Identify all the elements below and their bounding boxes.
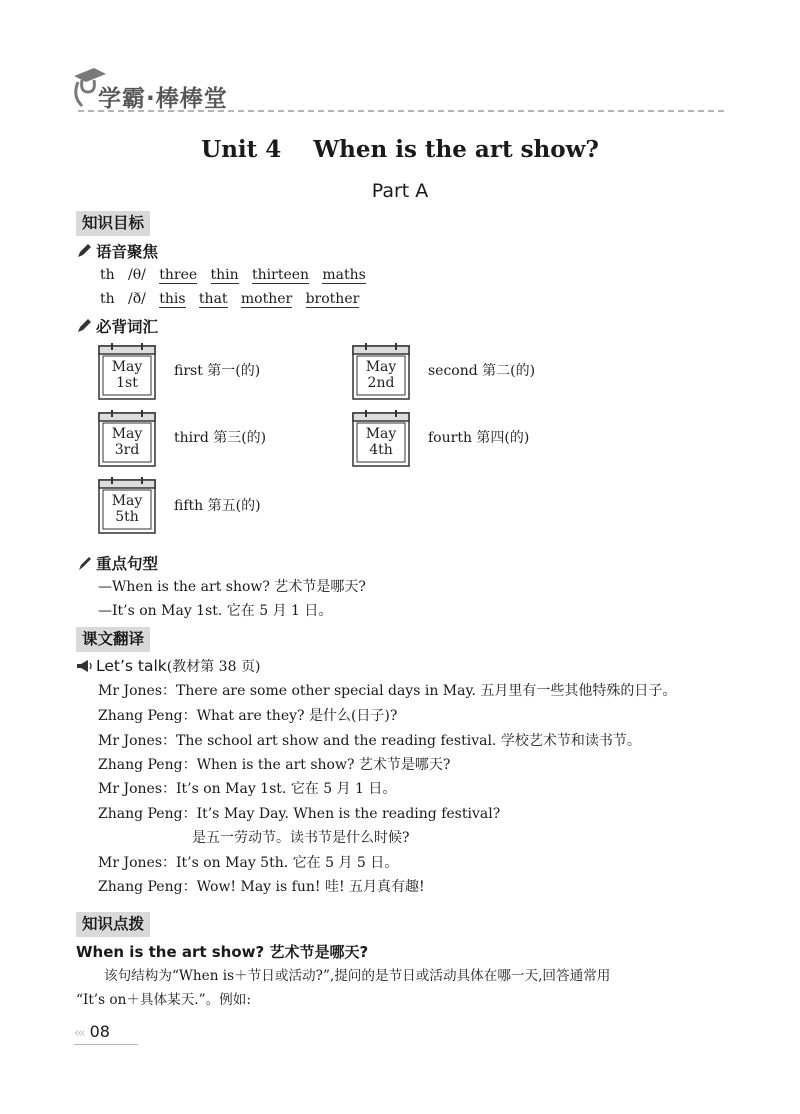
point-title: When is the art show? 艺术节是哪天? <box>76 943 369 961</box>
calendar-card-4th <box>352 409 410 467</box>
calendar-month: May <box>111 426 143 442</box>
page-number <box>74 1022 110 1041</box>
calendar-card-5th <box>98 476 156 534</box>
calendar-month: May <box>365 359 397 375</box>
pen-icon <box>76 555 92 571</box>
phonics-word: three <box>159 267 198 283</box>
calendar-card-3rd <box>98 409 156 467</box>
phonics-letters: th <box>100 267 115 283</box>
vocab-caption: first 第一(的) <box>174 363 261 379</box>
key-sentence: —When is the art show? 艺术节是哪天? <box>98 579 366 595</box>
calendar-card-2nd <box>352 342 410 400</box>
header-divider <box>78 110 724 112</box>
vocab-caption: fifth 第五(的) <box>174 498 261 514</box>
phonics-symbol: /ð/ <box>128 291 146 307</box>
point-text-line: 该句结构为“When is＋节日或活动?”,提问的是节日或活动具体在哪一天,回答通常用 <box>104 968 611 984</box>
dialogue-line: Mr Jones：It’s on May 5th. 它在 5 月 5 日。 <box>98 855 399 871</box>
phonics-word: mother <box>240 291 293 307</box>
section-points: 知识点拨 <box>76 912 150 937</box>
phonics-word: this <box>159 291 186 307</box>
phonics-word: brother <box>305 291 360 307</box>
phonics-row-2 <box>100 290 359 308</box>
pencil-icon <box>76 243 92 259</box>
phonics-row-1 <box>100 266 366 284</box>
section-knowledge-goals: 知识目标 <box>76 211 150 236</box>
calendar-day: 5th <box>115 509 139 525</box>
brand-title: 学霸·棒棒堂 <box>98 86 228 112</box>
dialogue-line: Mr Jones：There are some other special days in May. 五月里有一些其他特殊的日子。 <box>98 683 677 699</box>
footer-underline <box>74 1044 138 1045</box>
calendar-day: 1st <box>116 375 138 391</box>
dialogue-line: Zhang Peng：It’s May Day. When is the reading festival? <box>98 806 501 822</box>
subhead-vocab-label: 必背词汇 <box>96 318 159 336</box>
dialogue-line-cont: 是五一劳动节。读书节是什么时候? <box>192 830 410 846</box>
vocab-caption: fourth 第四(的) <box>428 430 530 446</box>
subhead-key-sentences <box>76 552 158 574</box>
subhead-key-sentences-label: 重点句型 <box>96 555 159 573</box>
page-number-value: 08 <box>89 1022 110 1041</box>
phonics-symbol: /θ/ <box>128 267 146 283</box>
calendar-day: 2nd <box>367 375 395 391</box>
calendar-month: May <box>365 426 397 442</box>
phonics-word: maths <box>322 267 366 283</box>
dialogue-line: Mr Jones：The school art show and the reading festival. 学校艺术节和读书节。 <box>98 733 641 749</box>
subhead-vocab <box>76 315 158 337</box>
megaphone-icon <box>76 659 92 673</box>
calendar-card-1st <box>98 342 156 400</box>
unit-title: Unit 4 When is the art show? <box>201 136 599 163</box>
subhead-phonics-label: 语音聚焦 <box>96 243 159 261</box>
subhead-phonics <box>76 240 158 262</box>
key-sentence: —It’s on May 1st. 它在 5 月 1 日。 <box>98 603 333 619</box>
point-text-line: “It’s on＋具体某天.”。例如: <box>76 992 251 1008</box>
phonics-letters: th <box>100 291 115 307</box>
phonics-word: thirteen <box>252 267 310 283</box>
phonics-word: that <box>198 291 228 307</box>
dialogue-line: Zhang Peng：Wow! May is fun! 哇! 五月真有趣! <box>98 879 425 895</box>
dialogue-line: Mr Jones：It’s on May 1st. 它在 5 月 1 日。 <box>98 781 397 797</box>
vocab-caption: third 第三(的) <box>174 430 267 446</box>
section-translation: 课文翻译 <box>76 627 150 652</box>
chevrons-left-icon: ‹‹‹ <box>74 1026 84 1041</box>
calendar-day: 4th <box>369 442 393 458</box>
calendar-month: May <box>111 359 143 375</box>
pencil-icon <box>76 318 92 334</box>
phonics-word: thin <box>210 267 239 283</box>
calendar-day: 3rd <box>114 442 140 458</box>
talk-ref: (教材第 38 页) <box>166 659 261 675</box>
vocab-caption: second 第二(的) <box>428 363 536 379</box>
talk-heading <box>76 656 260 676</box>
dialogue-line: Zhang Peng：What are they? 是什么(日子)? <box>98 708 398 724</box>
talk-heading-label: Let’s talk <box>96 657 167 675</box>
calendar-month: May <box>111 493 143 509</box>
part-title: Part A <box>371 180 429 202</box>
dialogue-line: Zhang Peng：When is the art show? 艺术节是哪天? <box>98 757 451 773</box>
